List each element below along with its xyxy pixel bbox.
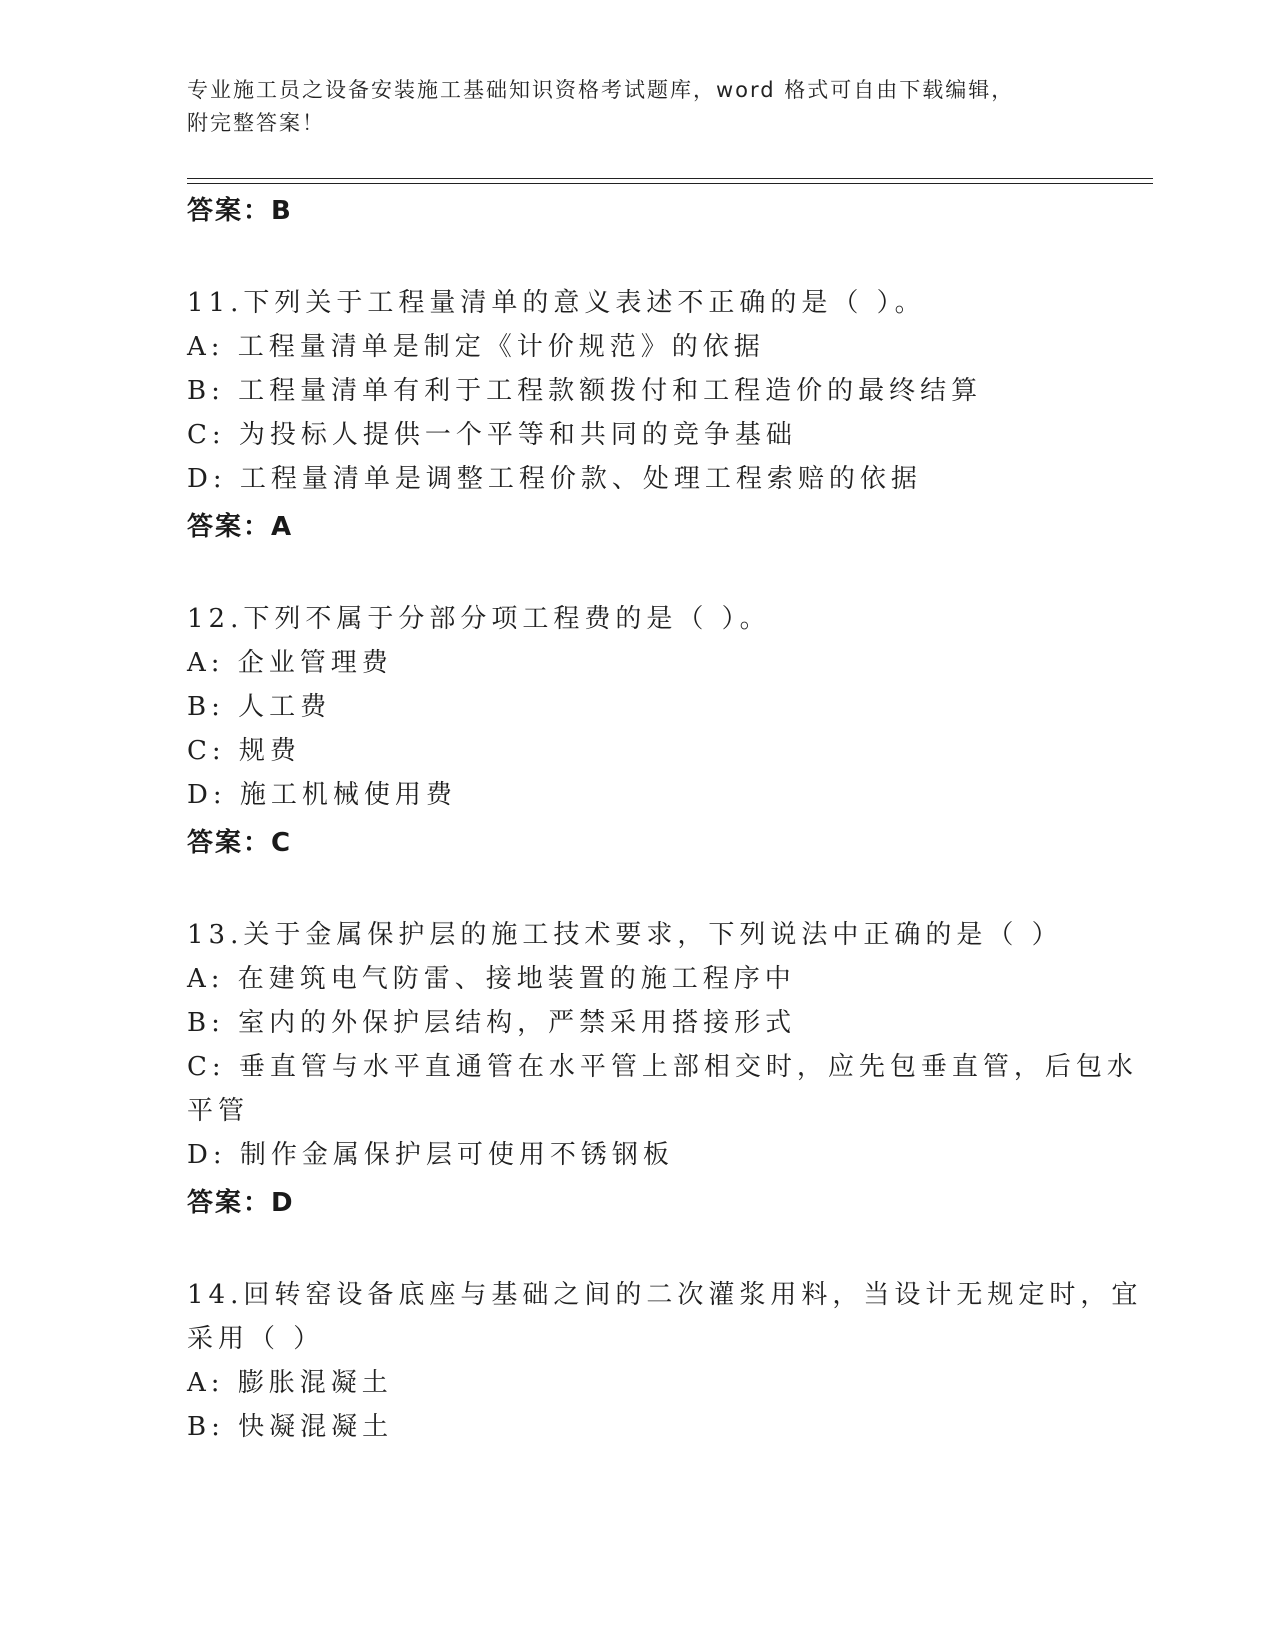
question-14-option-a: A: 膨胀混凝土 [187,1368,393,1398]
question-12-option-d: D: 施工机械使用费 [187,780,457,810]
question-13-option-b: B: 室内的外保护层结构，严禁采用搭接形式 [187,1008,797,1038]
header-line-1: 专业施工员之设备安装施工基础知识资格考试题库，word 格式可自由下载编辑， [187,78,1015,102]
question-11-option-c: C: 为投标人提供一个平等和共同的竞争基础 [187,420,797,450]
question-12-stem: 12.下列不属于分部分项工程费的是（ ）。 [187,604,771,634]
question-12-answer: 答案：C [187,828,293,858]
question-14-stem: 14.回转窑设备底座与基础之间的二次灌浆用料，当设计无规定时，宜 [187,1280,1143,1310]
question-12-option-c: C: 规费 [187,736,301,766]
question-13-option-c-continued: 平管 [187,1096,250,1126]
page-header [187,74,1067,140]
question-13-option-c: C: 垂直管与水平直通管在水平管上部相交时，应先包垂直管，后包水 [187,1052,1138,1082]
header-line-2: 附完整答案！ [187,111,325,135]
header-divider-top [187,178,1153,179]
question-11-option-a: A: 工程量清单是制定《计价规范》的依据 [187,332,765,362]
question-13-option-a: A: 在建筑电气防雷、接地装置的施工程序中 [187,964,796,994]
question-14-option-b: B: 快凝混凝土 [187,1412,394,1442]
question-12-option-b: B: 人工费 [187,692,332,722]
question-11-stem: 11.下列关于工程量清单的意义表述不正确的是（ ）。 [187,288,926,318]
question-13-answer: 答案：D [187,1188,295,1218]
question-11-option-d: D: 工程量清单是调整工程价款、处理工程索赔的依据 [187,464,922,494]
answer-previous: 答案：B [187,196,293,226]
header-divider-bottom [187,183,1153,184]
question-12-option-a: A: 企业管理费 [187,648,393,678]
question-11-option-b: B: 工程量清单有利于工程款额拨付和工程造价的最终结算 [187,376,983,406]
question-13-option-d: D: 制作金属保护层可使用不锈钢板 [187,1140,674,1170]
question-11-answer: 答案：A [187,512,294,542]
question-13-stem: 13.关于金属保护层的施工技术要求，下列说法中正确的是（ ） [187,920,1063,950]
question-14-stem-continued: 采用（ ） [187,1324,325,1354]
